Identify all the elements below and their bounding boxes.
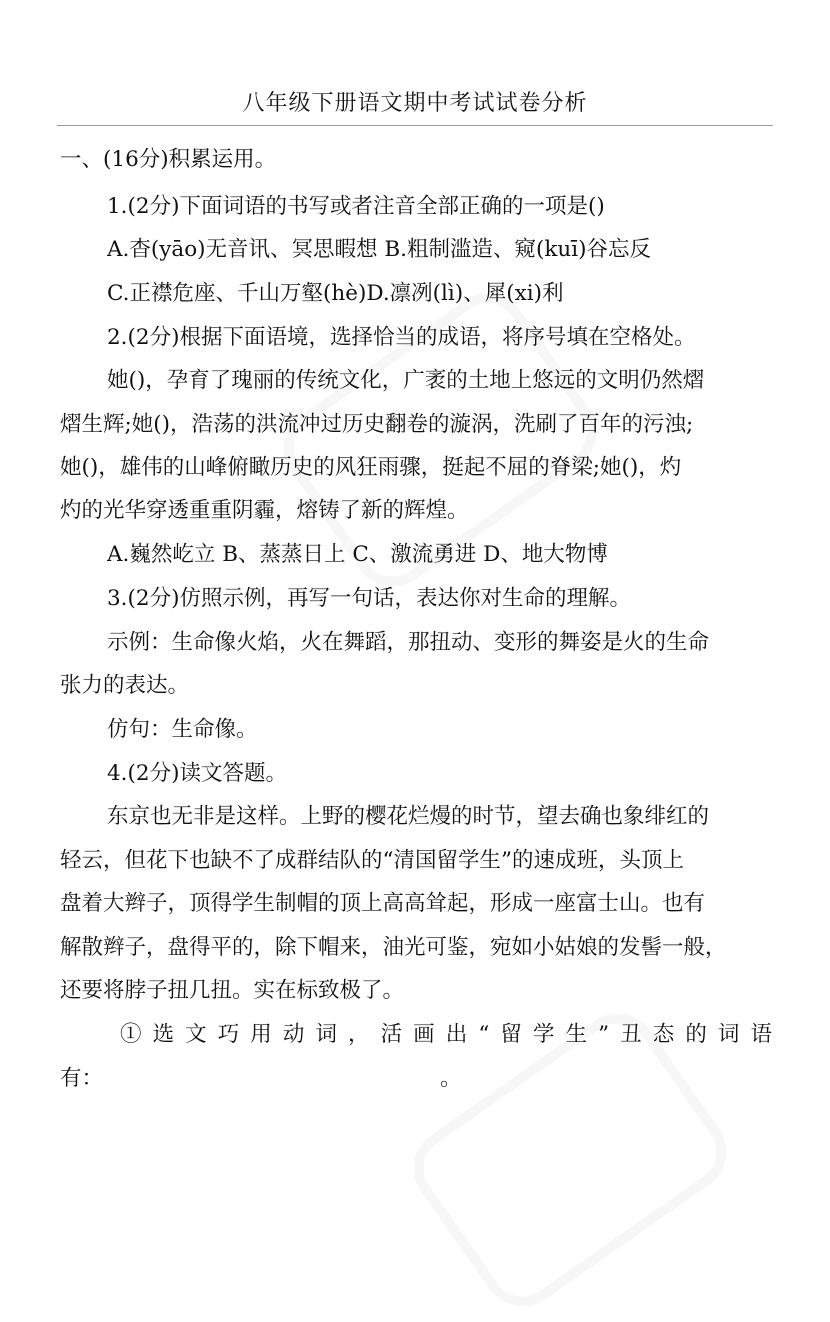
reading-passage-line: 轻云，但花下也缺不了成群结队的“清国留学生”的速成班，头顶上	[60, 848, 684, 873]
reading-passage-line: 还要将脖子扭几扭。实在标致极了。	[60, 978, 405, 1003]
question-4-sub-1-answer-label: 有：	[60, 1066, 104, 1091]
title-divider	[57, 125, 773, 126]
question-1-options-ab: A.杳(yāo)无音讯、冥思暇想 B.粗制滥造、窥(kuī)谷忘反	[107, 237, 652, 262]
question-2-text-line: 她()，雄伟的山峰俯瞰历史的风狂雨骤，挺起不屈的脊梁;她()，灼	[60, 455, 682, 480]
question-4: 4.(2分)读文答题。	[107, 761, 287, 786]
question-2-text-line: 她()，孕育了瑰丽的传统文化，广袤的土地上悠远的文明仍然熠	[107, 368, 705, 393]
question-3-answer-prompt: 仿句：生命像。	[107, 717, 258, 742]
question-2-options: A.巍然屹立 B、蒸蒸日上 C、激流勇进 D、地大物博	[107, 542, 608, 567]
question-1: 1.(2分)下面词语的书写或者注音全部正确的一项是()	[107, 194, 605, 219]
document-title: 八年级下册语文期中考试试卷分析	[242, 91, 588, 116]
question-3-example-cont: 张力的表达。	[60, 673, 190, 698]
section-heading: 一、(16分)积累运用。	[60, 147, 277, 172]
reading-passage-line: 东京也无非是这样。上野的樱花烂熳的时节，望去确也象绯红的	[107, 804, 710, 829]
reading-passage-line: 解散辫子，盘得平的，除下帽来，油光可鉴，宛如小姑娘的发髻一般，	[60, 935, 727, 960]
question-2: 2.(2分)根据下面语境，选择恰当的成语，将序号填在空格处。	[107, 325, 696, 350]
question-2-text-line: 熠生辉;她()，浩荡的洪流冲过历史翻卷的漩涡，洗刷了百年的污浊;	[60, 412, 694, 437]
question-1-options-cd: C.正襟危座、千山万壑(hè)D.凛冽(lì)、犀(xi)利	[107, 281, 564, 306]
question-4-sub-1-answer-end: 。	[440, 1066, 462, 1091]
question-4-sub-1: ①选文巧用动词，活画出“留学生”丑态的词语	[120, 1022, 772, 1047]
reading-passage-line: 盘着大辫子，顶得学生制帽的顶上高高耸起，形成一座富士山。也有	[60, 891, 706, 916]
question-3-example: 示例：生命像火焰，火在舞蹈，那扭动、变形的舞姿是火的生命	[107, 630, 710, 655]
question-2-text-line: 灼的光华穿透重重阴霾，熔铸了新的辉煌。	[60, 498, 469, 523]
question-3: 3.(2分)仿照示例，再写一句话，表达你对生命的理解。	[107, 586, 631, 611]
